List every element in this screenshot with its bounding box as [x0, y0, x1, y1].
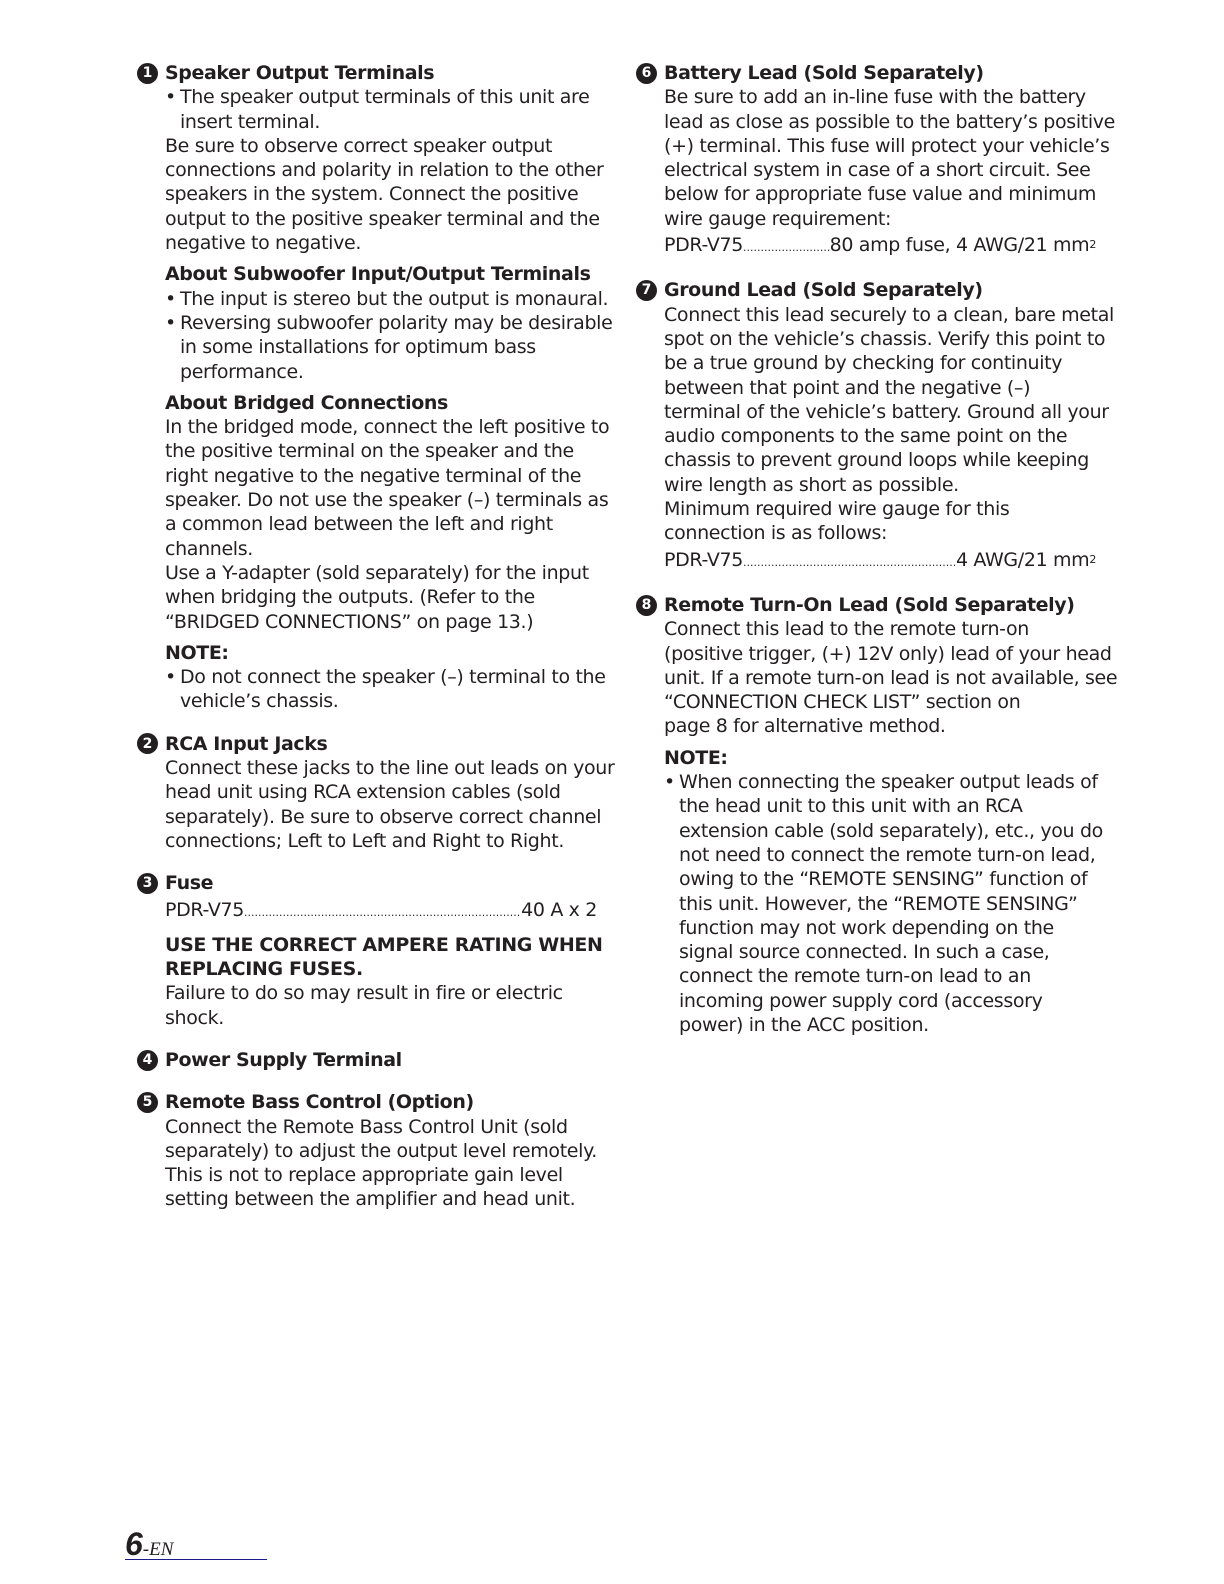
- section-heading: [636, 61, 1106, 85]
- text-line: audio components to the same point on the: [664, 425, 1068, 448]
- text-line: separately). Be sure to observe correct channel: [165, 805, 602, 828]
- spec-value: 40 A x 2: [521, 898, 597, 921]
- leader-dots: [244, 898, 521, 925]
- text-line: speakers in the system. Connect the positive: [165, 183, 579, 206]
- section-title: RCA Input Jacks: [165, 732, 328, 755]
- text-line: chassis to prevent ground loops while keeping: [664, 449, 1089, 472]
- superscript: 2: [1089, 238, 1096, 252]
- text-line: Connect this lead securely to a clean, bare metal: [664, 303, 1114, 326]
- text-line: page 8 for alternative method.: [664, 715, 946, 738]
- text-line: terminal of the vehicle’s battery. Ground all your: [664, 400, 1109, 423]
- warning-line: USE THE CORRECT AMPERE RATING WHEN: [165, 933, 603, 956]
- text-line: Failure to do so may result in fire or electric: [165, 982, 563, 1005]
- page-footer: [125, 1526, 267, 1560]
- text-line: when bridging the outputs. (Refer to the: [165, 586, 535, 609]
- subheading: About Bridged Connections: [165, 391, 448, 414]
- text-line: setting between the amplifier and head unit.: [165, 1188, 576, 1211]
- subheading: About Subwoofer Input/Output Terminals: [165, 263, 591, 286]
- superscript: 2: [1089, 552, 1096, 566]
- text-line: speaker. Do not use the speaker (–) terminals as: [165, 489, 609, 512]
- spec-model: PDR-V75: [664, 234, 743, 257]
- text-line: the positive terminal on the speaker and the: [165, 440, 574, 463]
- section-heading: [137, 61, 607, 85]
- section-heading: [137, 871, 607, 895]
- section-heading: [137, 732, 607, 756]
- text-line: a common lead between the left and right: [165, 513, 553, 536]
- text-line: unit. If a remote turn-on lead is not available, see: [664, 666, 1118, 689]
- right-column: [636, 61, 1118, 1037]
- text-line: wire gauge requirement:: [664, 207, 892, 230]
- text-line: (positive trigger, (+) 12V only) lead of your head: [664, 642, 1112, 665]
- number-badge-icon: 4: [137, 1050, 158, 1071]
- number-badge-icon: 6: [636, 63, 657, 84]
- bullet-line: incoming power supply cord (accessory: [679, 989, 1043, 1012]
- spec-row: [636, 233, 1096, 260]
- bullet-line: not need to connect the remote turn-on lead,: [679, 843, 1096, 866]
- spec-model: PDR-V75: [664, 548, 743, 571]
- text-line: spot on the vehicle’s chassis. Verify this point to: [664, 327, 1106, 350]
- text-line: In the bridged mode, connect the left positive to: [165, 416, 610, 439]
- text-line: be a true ground by checking for continuity: [664, 352, 1063, 375]
- text-line: separately) to adjust the output level remotely.: [165, 1139, 597, 1162]
- number-badge-icon: 8: [636, 595, 657, 616]
- text-line: wire length as short as possible.: [664, 473, 959, 496]
- section-title: Remote Turn-On Lead (Sold Separately): [664, 593, 1075, 616]
- text-line: right negative to the negative terminal of the: [165, 464, 582, 487]
- text-line: below for appropriate fuse value and minimum: [664, 183, 1097, 206]
- number-badge-icon: 2: [137, 733, 158, 754]
- bullet-line: this unit. However, the “REMOTE SENSING”: [679, 892, 1078, 915]
- text-line: connection is as follows:: [664, 522, 888, 545]
- text-line: electrical system in case of a short circuit. See: [664, 159, 1091, 182]
- spec-value: 4 AWG/21 mm: [955, 548, 1090, 571]
- text-line: Minimum required wire gauge for this: [664, 498, 1010, 521]
- text-line: head unit using RCA extension cables (sold: [165, 781, 561, 804]
- number-badge-icon: 3: [137, 873, 158, 894]
- section-title: Ground Lead (Sold Separately): [664, 279, 983, 302]
- text-line: Use a Y-adapter (sold separately) for the input: [165, 561, 589, 584]
- section-heading: [137, 1048, 607, 1072]
- spec-value: 80 amp fuse, 4 AWG/21 mm: [829, 234, 1090, 257]
- section-title: Power Supply Terminal: [165, 1048, 402, 1071]
- bullet-line: vehicle’s chassis.: [180, 690, 339, 713]
- section-heading: [636, 593, 1106, 617]
- text-line: Be sure to add an in-line fuse with the battery: [664, 86, 1086, 109]
- text-line: negative to negative.: [165, 232, 362, 255]
- subheading: NOTE:: [664, 746, 728, 769]
- text-line: Connect these jacks to the line out leads on your: [165, 757, 615, 780]
- text-line: (+) terminal. This fuse will protect your vehicle’s: [664, 134, 1110, 157]
- bullet-line: extension cable (sold separately), etc., you do: [679, 819, 1103, 842]
- number-badge-icon: 5: [137, 1092, 158, 1113]
- spec-row: [137, 898, 597, 925]
- bullet-line: function may not work depending on the: [679, 916, 1054, 939]
- text-line: Connect the Remote Bass Control Unit (sold: [165, 1115, 568, 1138]
- warning-line: REPLACING FUSES.: [165, 958, 363, 981]
- text-line: output to the positive speaker terminal and the: [165, 207, 600, 230]
- text-line: connections and polarity in relation to the other: [165, 159, 604, 182]
- section-heading: [137, 1090, 607, 1114]
- bullet-line: • The speaker output terminals of this unit are: [137, 85, 607, 109]
- section-title: Speaker Output Terminals: [165, 62, 435, 84]
- left-column: [137, 61, 615, 1212]
- spec-model: PDR-V75: [165, 898, 244, 921]
- bullet-line: the head unit to this unit with an RCA: [679, 795, 1023, 818]
- bullet-line: signal source connected. In such a case,: [679, 941, 1050, 964]
- bullet-line: • Do not connect the speaker (–) terminal to the: [137, 665, 607, 689]
- spec-row: [636, 548, 1096, 575]
- text-line: shock.: [165, 1006, 224, 1029]
- bullet-line: owing to the “REMOTE SENSING” function of: [679, 868, 1088, 891]
- section-title: Fuse: [165, 872, 214, 895]
- leader-dots: [743, 233, 830, 260]
- text-line: Connect this lead to the remote turn-on: [664, 618, 1029, 641]
- bullet-line: insert terminal.: [180, 110, 321, 133]
- bullet-line: power) in the ACC position.: [679, 1013, 929, 1036]
- section-title: Battery Lead (Sold Separately): [664, 62, 984, 84]
- section-title: Remote Bass Control (Option): [165, 1091, 474, 1114]
- section-heading: [636, 278, 1106, 302]
- bullet-line: • Reversing subwoofer polarity may be desirable: [137, 311, 607, 335]
- text-line: channels.: [165, 537, 253, 560]
- text-line: This is not to replace appropriate gain level: [165, 1164, 563, 1187]
- number-badge-icon: 7: [636, 280, 657, 301]
- language-suffix: -EN: [142, 1539, 174, 1560]
- subheading: NOTE:: [165, 641, 229, 664]
- bullet-line: performance.: [180, 360, 304, 383]
- number-badge-icon: 1: [137, 63, 158, 84]
- text-line: connections; Left to Left and Right to Right.: [165, 829, 565, 852]
- bullet-line: in some installations for optimum bass: [180, 336, 536, 359]
- text-line: between that point and the negative (–): [664, 376, 1031, 399]
- text-line: “CONNECTION CHECK LIST” section on: [664, 691, 1021, 714]
- leader-dots: [743, 548, 956, 575]
- bullet-line: • When connecting the speaker output leads of: [636, 770, 1106, 794]
- bullet-line: • The input is stereo but the output is monaural.: [137, 287, 607, 311]
- text-line: lead as close as possible to the battery’s positive: [664, 110, 1116, 133]
- text-line: Be sure to observe correct speaker output: [165, 134, 553, 157]
- page-number: 6: [125, 1526, 143, 1562]
- bullet-line: connect the remote turn-on lead to an: [679, 965, 1031, 988]
- text-line: “BRIDGED CONNECTIONS” on page 13.): [165, 610, 534, 633]
